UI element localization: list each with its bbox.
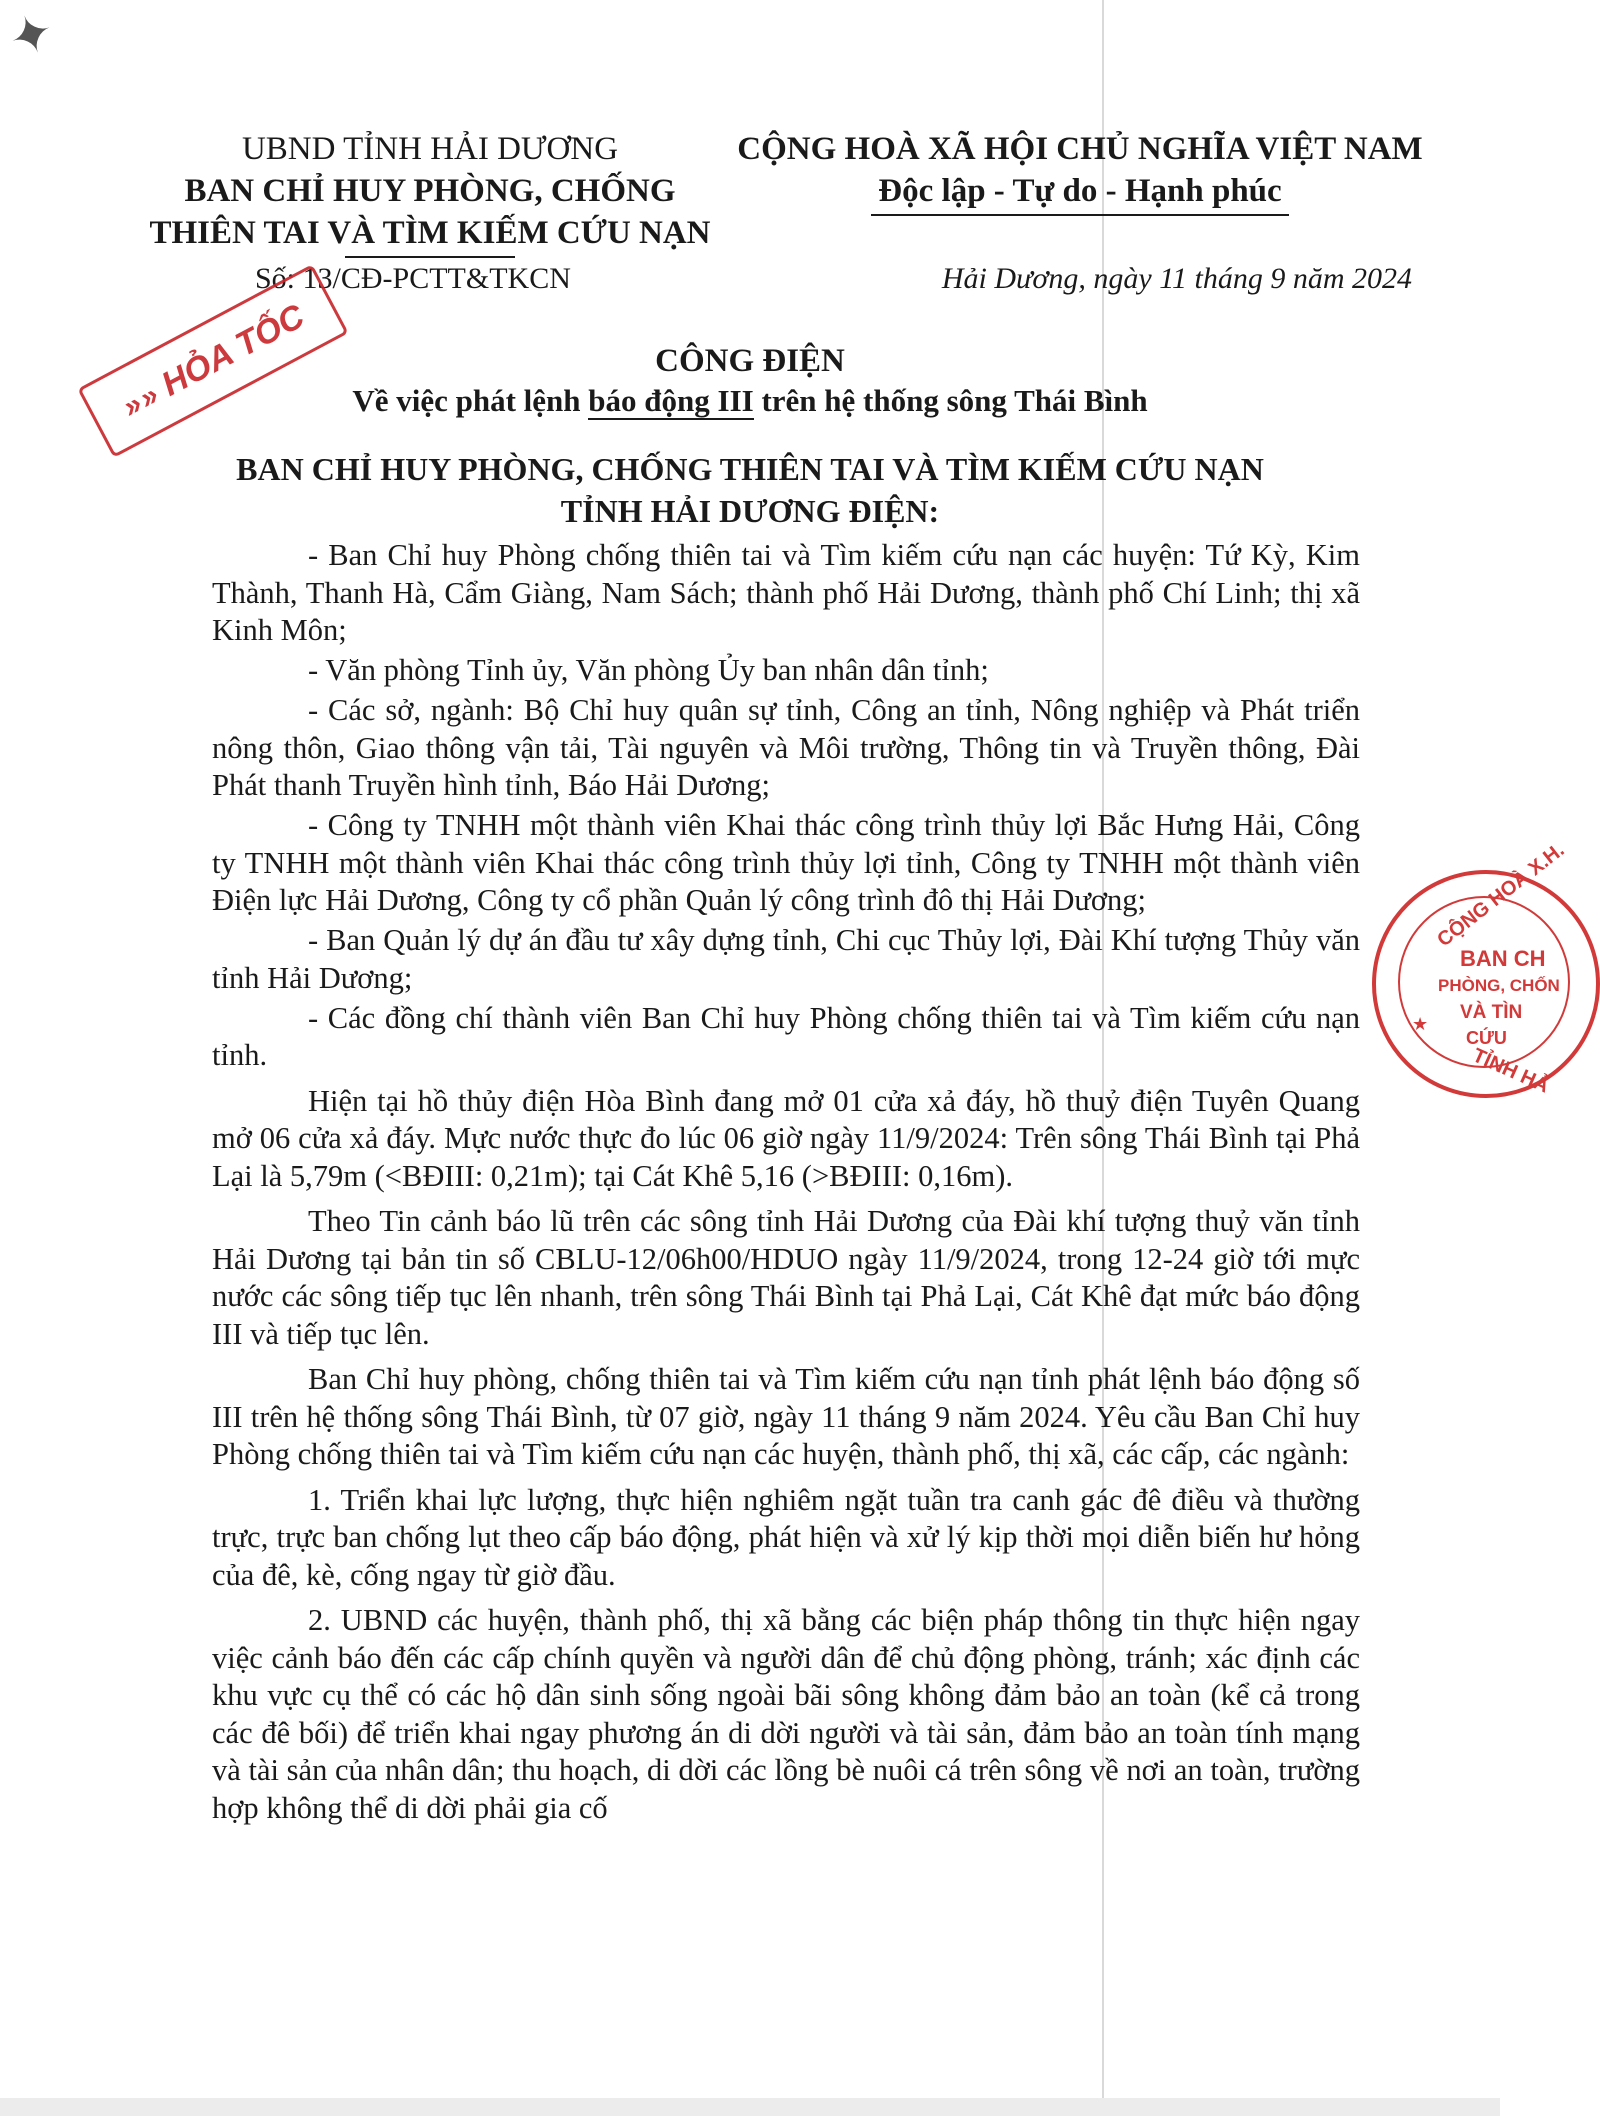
document-subject — [0, 383, 1500, 419]
seal-arc-bottom: TỈNH HẢ — [1469, 1044, 1553, 1098]
seal-arc-top: CỘNG HOÀ X.H. — [1433, 838, 1569, 952]
document-number: Số: 13/CĐ-PCTT&TKCN — [255, 262, 571, 295]
star-icon: ★ — [1412, 1014, 1429, 1034]
recipient-item: - Các đồng chí thành viên Ban Chỉ huy Phòng chống thiên tai và Tìm kiếm cứu nạn tỉnh. — [212, 1000, 1360, 1072]
issuer-line-2: BAN CHỈ HUY PHÒNG, CHỐNG — [184, 173, 676, 209]
body-paragraph: 2. UBND các huyện, thành phố, thị xã bằng các biện pháp thông tin thực hiện ngay việc cảnh báo đến các cấp chính quyền và người dân để chủ động phòng, tránh; xác định các khu vực cụ thể có các hộ dân sinh sống ngoài bãi sông không đảm bảo an toàn (kể cả trong các đê bối) để triển khai ngay phương án di dời người và tài sản, đảm bảo an toàn tính mạng và tài sản của nhân dân; thu hoạch, di dời các lồng bè nuôi cá trên sông về nơi an toàn, trường hợp không thể di dời phải gia cố — [212, 1603, 1360, 1825]
issuer-line-3: THIÊN TAI VÀ TÌM KIẾM CỨU NẠN — [149, 215, 711, 251]
document-body — [212, 537, 1360, 1830]
seal-line-1: BAN CH — [1460, 946, 1546, 971]
issuer-line-1: UBND TỈNH HẢI DƯƠNG — [241, 131, 619, 167]
seal-line-3: VÀ TÌN — [1460, 1002, 1523, 1023]
motto-underline — [871, 214, 1289, 216]
body-paragraph: 1. Triển khai lực lượng, thực hiện nghiêm ngặt tuần tra canh gác đê điều và thường trực, trực ban chống lụt theo cấp báo động, phát hiện và xử lý kịp thời mọi diễn biến hư hỏng của đê, kè, cống ngay từ giờ đầu. — [212, 1482, 1360, 1592]
subject-suffix: trên hệ thống sông Thái Bình — [753, 383, 1148, 418]
sender-heading — [0, 448, 1500, 532]
corner-mark-icon: ✦ — [1, 2, 63, 71]
recipient-item: - Công ty TNHH một thành viên Khai thác công trình thủy lợi Bắc Hưng Hải, Công ty TNHH một thành viên Khai thác công trình thủy lợi tỉnh, Công ty TNHH một thành viên Điện lực Hải Dương, Công ty cổ phần Quản lý công trình đô thị Hải Dương; — [212, 808, 1360, 917]
body-paragraph: Ban Chỉ huy phòng, chống thiên tai và Tìm kiếm cứu nạn tỉnh phát lệnh báo động số III trên hệ thống sông Thái Bình, từ 07 giờ, ngày 11 tháng 9 năm 2024. Yêu cầu Ban Chỉ huy Phòng chống thiên tai và Tìm kiếm cứu nạn các huyện, thành phố, thị xã, các cấp, các ngành: — [212, 1362, 1360, 1471]
document-type: CÔNG ĐIỆN — [655, 343, 845, 379]
body-paragraph: Hiện tại hồ thủy điện Hòa Bình đang mở 01 cửa xả đáy, hồ thuỷ điện Tuyên Quang mở 06 cửa xả đáy. Mực nước thực đo lúc 06 giờ ngày 11/9/2024: Trên sông Thái Bình tại Phả Lại là 5,79m (<BĐIII: 0,21m); tại Cát Khê 5,16 (>BĐIII: 0,16m). — [212, 1083, 1360, 1193]
document-date: Hải Dương, ngày 11 tháng 9 năm 2024 — [941, 262, 1412, 295]
seal-line-2: PHÒNG, CHỐN — [1438, 976, 1560, 995]
official-seal — [1372, 838, 1600, 1098]
body-paragraph: Theo Tin cảnh báo lũ trên các sông tỉnh Hải Dương của Đài khí tượng thuỷ văn tỉnh Hải Dương tại bản tin số CBLU-12/06h00/HDUO ngày 11/9/2024, trong 12-24 giờ tới mực nước các sông tiếp tục lên nhanh, trên sông Thái Bình tại Phả Lại, Cát Khê đạt mức báo động III và tiếp tục lên. — [212, 1204, 1360, 1351]
arrow-chevrons-icon: »» — [117, 377, 166, 425]
scan-bottom-edge — [0, 2098, 1500, 2116]
sender-line-1: BAN CHỈ HUY PHÒNG, CHỐNG THIÊN TAI VÀ TÌM KIẾM CỨU NẠN — [236, 451, 1264, 487]
recipient-item: - Văn phòng Tỉnh ủy, Văn phòng Ủy ban nhân dân tỉnh; — [308, 653, 989, 687]
subject-underlined: báo động III — [588, 383, 754, 418]
issuer-block — [120, 128, 740, 258]
motto: Độc lập - Tự do - Hạnh phúc — [878, 173, 1282, 209]
national-name: CỘNG HOÀ XÃ HỘI CHỦ NGHĨA VIỆT NAM — [737, 131, 1423, 167]
seal-line-4: CỨU — [1466, 1028, 1507, 1048]
recipient-item: - Ban Quản lý dự án đầu tư xây dựng tỉnh, Chi cục Thủy lợi, Đài Khí tượng Thủy văn tỉnh Hải Dương; — [212, 923, 1360, 995]
national-motto-block — [720, 128, 1440, 216]
sender-line-2: TỈNH HẢI DƯƠNG ĐIỆN: — [560, 493, 940, 529]
issuer-underline — [345, 256, 515, 258]
urgent-stamp-text: HỎA TỐC — [155, 297, 311, 404]
recipient-item: - Các sở, ngành: Bộ Chỉ huy quân sự tỉnh, Công an tỉnh, Nông nghiệp và Phát triển nông thôn, Giao thông vận tải, Tài nguyên và Môi trường, Thông tin và Truyền thông, Đài Phát thanh Truyền hình tỉnh, Báo Hải Dương; — [212, 693, 1360, 802]
subject-prefix: Về việc phát lệnh — [352, 383, 589, 418]
recipient-item: - Ban Chỉ huy Phòng chống thiên tai và Tìm kiếm cứu nạn các huyện: Tứ Kỳ, Kim Thành, Thanh Hà, Cẩm Giàng, Nam Sách; thành phố Hải Dương, thành phố Chí Linh; thị xã Kinh Môn; — [212, 538, 1360, 647]
